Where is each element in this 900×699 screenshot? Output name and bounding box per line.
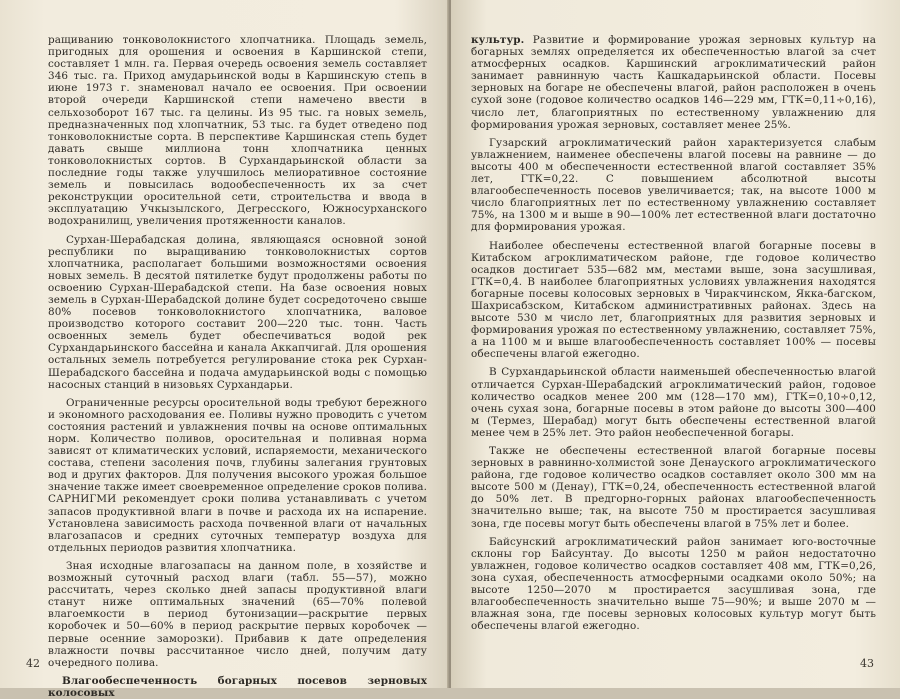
left-paragraph-3: Ограниченные ресурсы оросительной воды требуют бережного и экономного расходования ее. Поливы нужно проводить с учетом состояния растений и увлажнения почвы на основе оптимальных норм. Количество поливов, оросительная и поливная норма зависят от климатических условий, испаряемости, механического состава, степени засоления почв, глубины залегания грунтовых вод и других факторов. Для получения высокого урожая большое значение также имеет своевременное определение сроков полива. САРНИГМИ рекомендует сроки полива устанавливать с учетом запасов продуктивной влаги в почве и расхода их на испарение. Установлена зависимость расхода почвенной влаги от начальных влагозапасов и средних суточных температур воздуха для отдельных периодов развития хлопчатника. (48, 396, 427, 554)
right-paragraph-3: Наиболее обеспечены естественной влагой богарные посевы в Китабском агроклиматическом районе, где годовое количество осадков достигает 535—682 мм, местами выше, зона засушливая, ГТК=0,4. В наиболее благоприятных условиях увлажнения находятся богарные посевы колосовых зерновых в Чиракчинском, Якка-багском, Шахрисабзском, Китабском административных районах. Здесь на высоте 530 м число лет, благоприятных для развития зерновых и формирования урожая по естественному увлажнению, составляет 75%, а на 1100 м и выше влагообеспеченность составляет 100% — посевы обеспечены влагой ежегодно. (471, 239, 876, 361)
right-paragraph-4: В Сурхандарьинской области наименьшей обеспеченностью влагой отличается Сурхан-Шерабадский агроклиматический район, годовое количество осадков менее 200 мм (128—170 мм), ГТК=0,10÷0,12, очень сухая зона, богарные посевы в этом районе до высоты 300—400 м (Термез, Шерабад) могут быть обеспечены естественной влагой менее чем в 25% лет. Это район необеспеченной богары. (471, 366, 876, 439)
right-paragraph-1 (471, 34, 876, 131)
right-page (451, 0, 900, 688)
right-paragraph-1-text: Развитие и формирование урожая зерновых культур на богарных землях определяется их обеспеченностью влагой за счет атмосферных осадков. Каршинский агроклиматический район занимает равнинную часть Кашкадарьинской области. Посевы зерновых на богаре не обеспечены влагой, район расположен в очень сухой зоне (годовое количество осадков 146—229 мм, ГТК=0,11÷0,16), число лет, благоприятных по естественному увлажнению для формирования урожая зерновых, составляет менее 25%. (471, 34, 876, 131)
heading-continuation: культур. (471, 34, 525, 46)
left-paragraph-2: Сурхан-Шерабадская долина, являющаяся основной зоной республики по выращиванию тонковолокнистых сортов хлопчатника, располагает большими возможностями освоения новых земель. В десятой пятилетке будут продолжены работы по освоению Сурхан-Шерабадской степи. На базе освоения новых земель в Сурхан-Шерабадской долине будет сосредоточено свыше 80% посевов тонковолокнистого хлопчатника, валовое производство которого составит 200—220 тыс. тонн. Часть освоенных земель будет обеспечиваться водой рек Сурхандарьинского бассейна и канала Аккапчигай. Для орошения остальных земель потребуется регулирование стока рек Сурхан-Шерабадского бассейна и подача амударьинской воды с помощью насосных станций в низовьях Сурхандарьи. (48, 233, 427, 391)
left-paragraph-4: Зная исходные влагозапасы на данном поле, в хозяйстве и возможный суточный расход влаги (табл. 55—57), можно рассчитать, через сколько дней запасы продуктивной влаги станут ниже оптимальных значений (65—70% полевой влагоемкости в период бутонизации—раскрытие первых коробочек и 50—60% в период раскрытие первых коробочек — первые осенние заморозки). Прибавив к дате определения влажности почвы рассчитанное число дней, получим дату очередного полива. (48, 559, 427, 669)
page-number-left: 42 (26, 657, 40, 670)
section-heading: Влагообеспеченность богарных посевов зерновых колосовых (48, 674, 427, 699)
left-page (0, 0, 449, 699)
left-paragraph-1: ращиванию тонковолокнистого хлопчатника. Площадь земель, пригодных для орошения и освоения в Каршинской степи, составляет 1 млн. га. Первая очередь освоения земель составляет 346 тыс. га. Приход амударьинской воды в Каршинскую степь в июне 1973 г. знаменовал начало ее освоения. При освоении второй очереди Каршинской степи намечено ввести в сельхозоборот 167 тыс. га целины. Из 95 тыс. га новых земель, предназначенных под хлопчатник, 53 тыс. га будет отведено под тонковолокнистые сорта. В перспективе Каршинская степь будет давать свыше миллиона тонн хлопчатника ценных тонковолокнистых сортов. В Сурхандарьинской области за последние годы также улучшилось мелиоративное состояние земель и повысилась водообеспеченность их за счет реконструкции оросительной сети, строительства и ввода в эксплуатацию Учкызылского, Дегресского, Южносурханского водохранилищ, увеличения протяженности каналов. (48, 34, 427, 228)
page-number-right: 43 (860, 657, 874, 670)
right-paragraph-6: Байсунский агроклиматический район занимает юго-восточные склоны гор Байсунтау. До высоты 1250 м район недостаточно увлажнен, годовое количество осадков составляет 408 мм, ГТК=0,26, зона сухая, обеспеченность атмосферными осадками около 50%; на высоте 1250—2070 м простирается засушливая зона, где влагообеспеченность значительно выше 75—90%; и выше 2070 м — влажная зона, где посевы зерновых колосовых культур могут быть обеспечены влагой ежегодно. (471, 535, 876, 633)
right-paragraph-2: Гузарский агроклиматический район характеризуется слабым увлажнением, наименее обеспечены влагой посевы на равнине — до высоты 400 м обеспеченности естественной влагой составляет 35% лет, ГТК=0,22. С повышением абсолютной высоты влагообеспеченность посевов увеличивается; так, на высоте 1000 м число благоприятных лет по естественному увлажнению составляет 75%, на 1300 м и выше в 90—100% лет естественной влаги достаточно для формирования урожая. (471, 136, 876, 234)
right-paragraph-5: Также не обеспечены естественной влагой богарные посевы зерновых в равнинно-холмистой зоне Денауского агроклиматического района, где годовое количество осадков составляет около 300 мм на высоте 500 м (Денау), ГТК=0,24, обеспеченность естественной влагой до 50% лет. В предгорно-горных районах влагообеспеченность значительно выше; так, на высоте 750 м простирается засушливая зона, где посевы могут быть обеспечены влагой в 75% лет и более. (471, 445, 876, 530)
